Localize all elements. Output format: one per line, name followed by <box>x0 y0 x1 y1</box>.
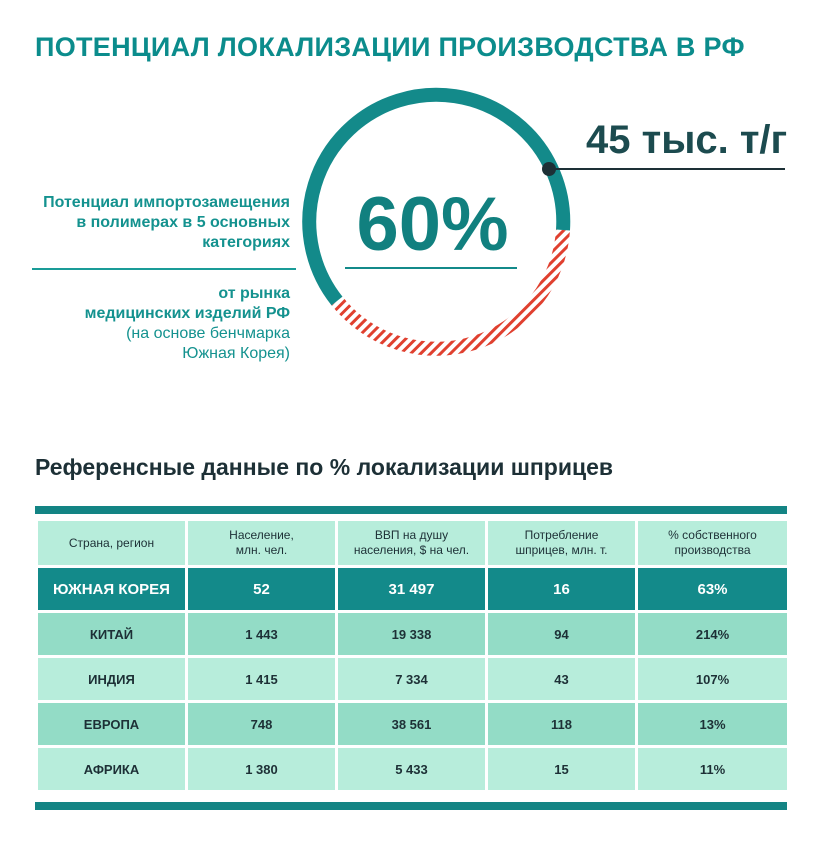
reference-table <box>35 521 790 793</box>
cell-country: ЕВРОПА <box>37 702 187 747</box>
caption-divider <box>32 268 296 270</box>
cell-population: 1 443 <box>187 612 337 657</box>
arc-marker-dot <box>542 162 556 176</box>
volume-value: 45 тыс. т/г <box>586 118 788 162</box>
header-own-production <box>637 521 789 567</box>
cell-gdp: 7 334 <box>337 657 487 702</box>
table-title: Референсные данные по % локализации шприцев <box>35 454 614 480</box>
table-row <box>37 702 789 747</box>
cell-population: 1 415 <box>187 657 337 702</box>
header-line: населения, $ на чел. <box>353 543 470 557</box>
cell-population: 1 380 <box>187 747 337 792</box>
header-line: Потребление <box>524 528 599 542</box>
cell-gdp: 31 497 <box>337 567 487 612</box>
left-caption-mid <box>10 284 290 324</box>
caption-line: категориях <box>202 234 290 251</box>
cell-own-production: 13% <box>637 702 789 747</box>
header-line: Население, <box>229 528 294 542</box>
header-country <box>37 521 187 567</box>
table-header-row <box>37 521 789 567</box>
header-line: Страна, регион <box>68 535 155 550</box>
cell-country: АФРИКА <box>37 747 187 792</box>
cell-country: ИНДИЯ <box>37 657 187 702</box>
table-row-highlight <box>37 567 789 612</box>
header-line: шприцев, млн. т. <box>515 543 608 557</box>
left-caption-top <box>10 193 290 253</box>
header-line: млн. чел. <box>235 543 288 557</box>
caption-line: медицинских изделий РФ <box>84 305 290 322</box>
left-caption-note <box>10 324 290 364</box>
caption-line: в полимерах в 5 основных <box>76 214 290 231</box>
cell-own-production: 63% <box>637 567 789 612</box>
cell-own-production: 107% <box>637 657 789 702</box>
header-consumption <box>487 521 637 567</box>
table-bottom-bar <box>35 802 787 810</box>
cell-consumption: 15 <box>487 747 637 792</box>
header-line: % собственного <box>668 528 757 542</box>
header-gdp <box>337 521 487 567</box>
cell-population: 52 <box>187 567 337 612</box>
caption-line: Потенциал импортозамещения <box>43 194 290 211</box>
cell-population: 748 <box>187 702 337 747</box>
percent-value: 60% <box>356 182 509 267</box>
header-line: ВВП на душу <box>374 528 449 542</box>
table-top-bar <box>35 506 787 514</box>
table-row <box>37 612 789 657</box>
cell-country: КИТАЙ <box>37 612 187 657</box>
table-row <box>37 747 789 792</box>
cell-consumption: 94 <box>487 612 637 657</box>
cell-own-production: 11% <box>637 747 789 792</box>
cell-consumption: 43 <box>487 657 637 702</box>
cell-consumption: 118 <box>487 702 637 747</box>
caption-line: (на основе бенчмарка <box>126 325 290 342</box>
table-row <box>37 657 789 702</box>
page-title: ПОТЕНЦИАЛ ЛОКАЛИЗАЦИИ ПРОИЗВОДСТВА В РФ <box>35 32 745 62</box>
cell-consumption: 16 <box>487 567 637 612</box>
header-line: производства <box>674 543 751 557</box>
cell-own-production: 214% <box>637 612 789 657</box>
cell-gdp: 38 561 <box>337 702 487 747</box>
cell-gdp: 5 433 <box>337 747 487 792</box>
header-population <box>187 521 337 567</box>
cell-country: ЮЖНАЯ КОРЕЯ <box>37 567 187 612</box>
caption-line: Южная Корея) <box>182 345 290 362</box>
cell-gdp: 19 338 <box>337 612 487 657</box>
caption-line: от рынка <box>218 285 290 302</box>
